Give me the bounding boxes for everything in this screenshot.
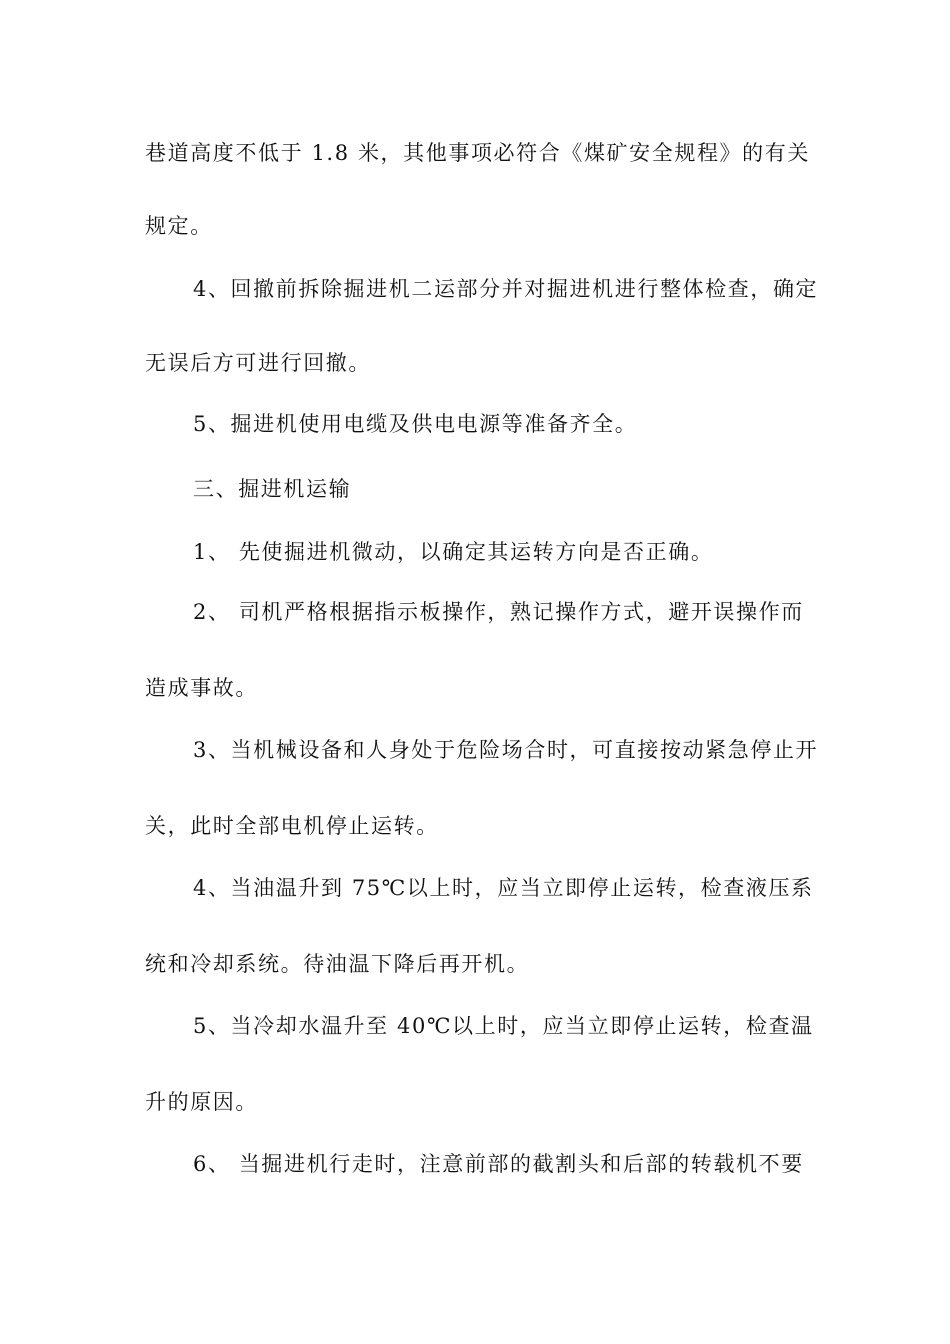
text-line-16: 6、 当掘进机行走时，注意前部的截割头和后部的转载机不要	[193, 1152, 804, 1176]
text-line-9: 造成事故。	[145, 676, 258, 700]
text-line-7: 1、 先使掘进机微动，以确定其运转方向是否正确。	[193, 540, 714, 564]
text-line-15: 升的原因。	[145, 1090, 258, 1114]
text-line-3: 4、回撤前拆除掘进机二运部分并对掘进机进行整体检查，确定	[193, 277, 819, 301]
text-line-11: 关，此时全部电机停止运转。	[145, 814, 439, 838]
text-line-1: 巷道高度不低于 1.8 米，其他事项必符合《煤矿安全规程》的有关	[145, 141, 810, 165]
text-line-4: 无误后方可进行回撤。	[145, 351, 371, 375]
section-heading: 三、掘进机运输	[193, 477, 352, 501]
text-line-13: 统和冷却系统。待油温下降后再开机。	[145, 952, 530, 976]
text-line-12: 4、当油温升到 75℃以上时，应当立即停止运转，检查液压系	[193, 876, 814, 900]
text-line-5: 5、掘进机使用电缆及供电电源等准备齐全。	[193, 412, 638, 436]
text-line-10: 3、当机械设备和人身处于危险场合时，可直接按动紧急停止开	[193, 738, 819, 762]
text-line-2: 规定。	[145, 214, 213, 238]
text-line-8: 2、 司机严格根据指示板操作，熟记操作方式，避开误操作而	[193, 600, 804, 624]
text-line-14: 5、当冷却水温升至 40℃以上时，应当立即停止运转，检查温	[193, 1014, 814, 1038]
